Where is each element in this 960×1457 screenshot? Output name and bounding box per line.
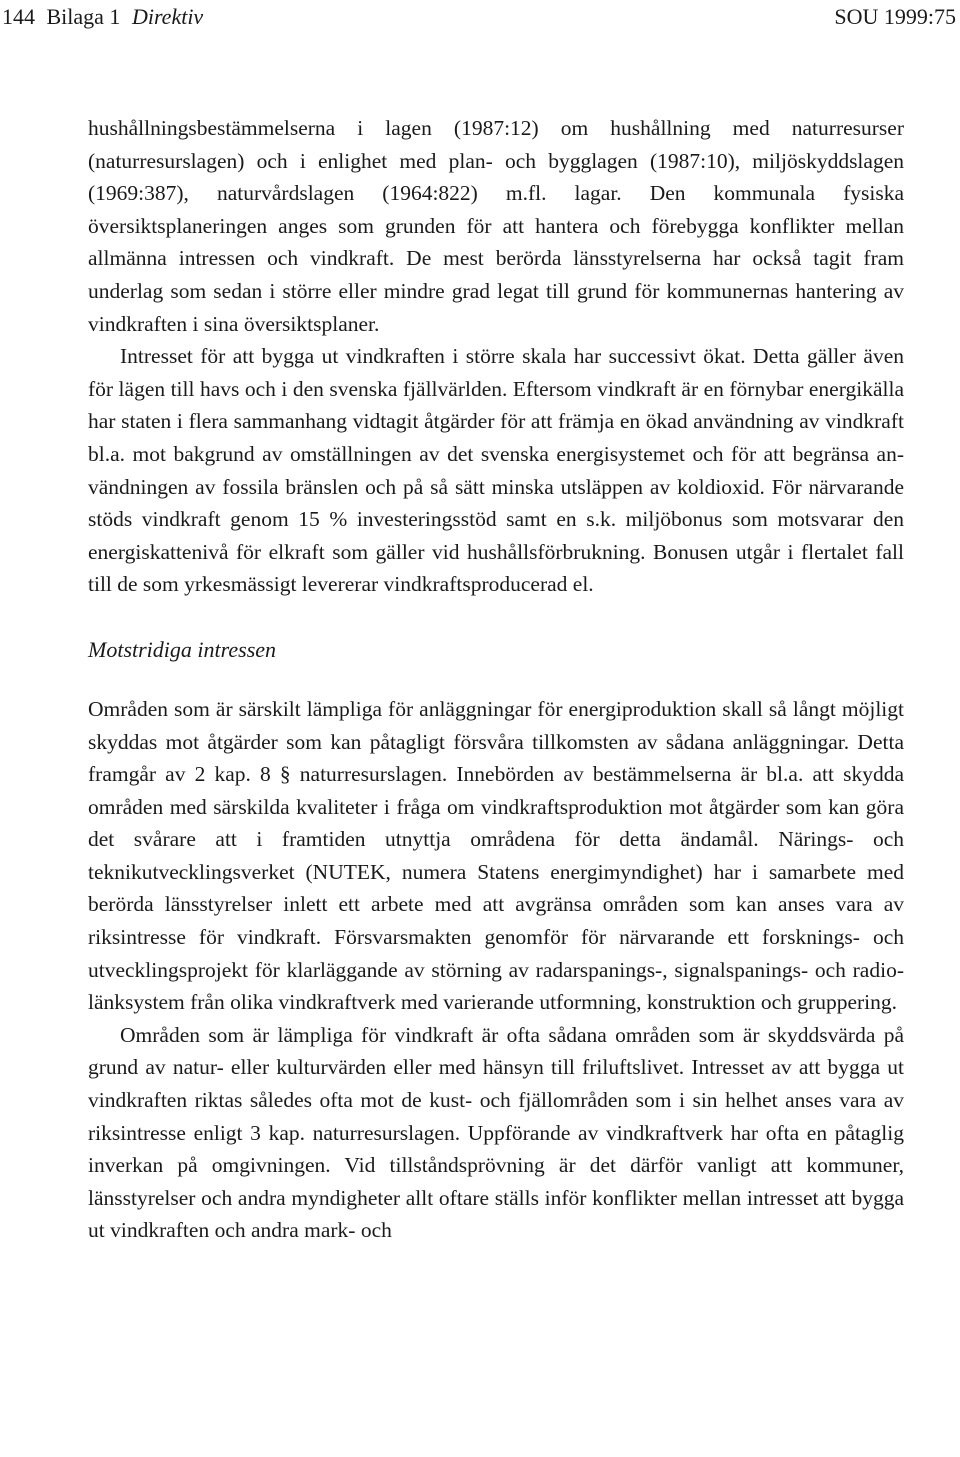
section-label: Direktiv bbox=[131, 4, 204, 29]
header-left bbox=[2, 3, 209, 31]
paragraph: Områden som är lämpliga för vindkraft är ofta sådana områden som är skyddsvärda på grund av natur- eller kulturvärden eller med hänsyn till friluftslivet. Intresset av att bygga ut vindkraften riktas således ofta mot de kust- och fjällområden som i sin helhet anses vara av riksintresse enligt 3 kap. naturresurslagen. Uppförande av vindkraftverk har ofta en påtaglig inverkan på omgivningen. Vid tillståndsprövning är det därför vanligt att kommuner, länsstyrelser och andra myndigheter allt oftare ställs inför konflikter mellan intresset att bygga ut vindkraften och andra mark- och bbox=[88, 1022, 904, 1243]
running-header bbox=[2, 3, 956, 31]
paragraph: hushållningsbestämmelserna i lagen (1987:12) om hushållning med naturresurser (naturresurslagen) och i enlighet med plan- och bygglagen (1987:10), miljöskyddslagen (1969:387), naturvårdslagen (1964:822) m.fl. lagar. Den kommunala fysiska översiktsplaneringen anges som grunden för att hantera och förebygga konflikter mellan allmänna intressen och vindkraft. De mest berörda länsstyrelserna har också tagit fram underlag som sedan i större eller mindre grad legat till grund för kommunernas hantering av vindkraften i sina översiktsplaner. bbox=[88, 116, 904, 336]
header-right bbox=[834, 3, 956, 31]
appendix-label: Bilaga 1 bbox=[46, 4, 121, 29]
section-heading: Motstridiga intressen bbox=[88, 636, 277, 662]
series-label: SOU 1999:75 bbox=[834, 4, 956, 29]
body-text bbox=[88, 112, 904, 1247]
paragraph: Intresset för att bygga ut vindkraften i större skala har successivt ökat. Detta gäller även för lägen till havs och i den svenska fjällvärlden. Eftersom vindkraft är en förnybar energikälla har staten i flera sammanhang vidtagit åtgärder för att främja en ökad användning av vindkraft bl.a. mot bakgrund av omställningen av det svenska energisystemet och för att begränsa användningen av fossila bränslen och på så sätt minska utsläppen av koldioxid. För närvarande stöds vindkraft genom 15 % investeringsstöd samt en s.k. miljöbonus som motsvarar den energiskattenivå för elkraft som gäller vid hushållsförbrukning. Bonusen utgår i flertalet fall till de som yrkesmässigt levererar vindkraftsproducerad el. bbox=[88, 344, 904, 597]
paragraph: Områden som är särskilt lämpliga för anläggningar för energiproduktion skall så långt möjligt skyddas mot åtgärder som kan påtagligt försvåra tillkomsten av sådana anläggningar. Detta framgår av 2 kap. 8 § naturresurslagen. Innebörden av bestämmelserna är bl.a. att skydda områden med särskilda kvaliteter i fråga om vindkraftsproduktion mot åtgärder som kan göra det svårare att i framtiden utnyttja områdena för detta ändamål. Närings- och teknikutvecklingsverket (NUTEK, numera Statens energimyndighet) har i samarbete med berörda länsstyrelser inlett ett arbete med att avgränsa områden som kan anses vara av riksintresse för vindkraft. Försvarsmakten genomför för närvarande ett forsknings- och utvecklingsprojekt för klarläggande av störning av radarspanings-, signalspanings- och radiolänksystem från olika vindkraftverk med varierande utformning, konstruktion och gruppering. bbox=[88, 696, 904, 1015]
page-number: 144 bbox=[2, 4, 35, 29]
